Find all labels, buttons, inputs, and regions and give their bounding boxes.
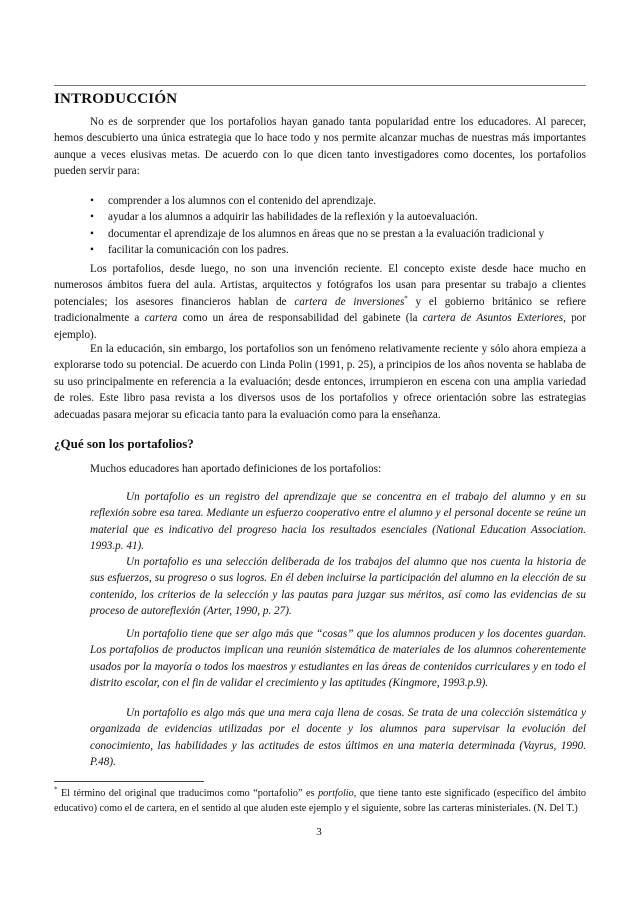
quote-block: Un portafolio es un registro del aprendizaje que se concentra en el trabajo del alumno y en su reflexión sobre esa tarea. Mediante un esfuerzo cooperativo entre el alumno y el personal docente se reúne un material que es indicativo del progreso hacia los resultados esenciales (National Education Association. 1993.p. 41). [90, 491, 586, 553]
footnote-mark: * [54, 785, 58, 794]
quote-block: Un portafolio tiene que ser algo más que “cosas” que los alumnos producen y los docentes guardan. Los portafolios de productos implican una reunión sistemática de materiales de los alumnos coherentemente usados por la mayoría o todos los maestros y estudiantes en las áreas de contenidos curriculares y en todo el distrito escolar, con el fin de validar el crecimiento y las aptitudes (Kingmore, 1993.p.9). [90, 628, 586, 690]
page-number: 3 [316, 826, 322, 838]
bullet-icon: • [90, 244, 94, 257]
paragraph-definitions-intro: Muchos educadores han aportado definiciones de los portafolios: [90, 463, 382, 475]
footnote-marker: * [404, 294, 408, 303]
bullet-icon: • [90, 211, 94, 224]
bullet-icon: • [90, 227, 94, 240]
list-item: • documentar el aprendizaje de los alumnos en áreas que no se prestan a la evaluación tradicional y [54, 226, 586, 242]
top-rule [54, 85, 586, 86]
quote-block: Un portafolio es algo más que una mera caja llena de cosas. Se trata de una colección sistemática y organizada de evidencias utilizadas por el docente y los alumnos para supervisar la evolución del conocimiento, las habilidades y las actitudes de estos últimos en una materia determinada (Vayrus, 1990. P.48). [90, 707, 586, 769]
list-item: • comprender a los alumnos con el contenido del aprendizaje. [54, 193, 586, 209]
footnote-rule [54, 781, 204, 782]
quote-block: Un portafolio es una selección deliberada de los trabajos del alumno que nos cuenta la historia de sus esfuerzos, su progreso o sus logros. En él deben incluirse la participación del alumno en la elección de su contenido, los criterios de la selección y las pautas para juzgar sus méritos, así como las evidencias de su proceso de autoreflexión (Arter, 1990, p. 27). [90, 556, 586, 618]
list-item: • ayudar a los alumnos a adquirir las habilidades de la reflexión y la autoevaluación. [54, 209, 586, 225]
paragraph-history: Los portafolios, desde luego, no son una invención reciente. El concepto existe desde hace mucho en numerosos ámbitos fuera del aula. Artistas, arquitectos y fotógrafos los usan para presentar su trabajo a clientes potenciales; los asesores financieros hablan de cartera de inversiones* y el gobierno británico se refiere tradicionalmente a cartera como un área de responsabilidad del gabinete (la cartera de Asuntos Exteriores, por ejemplo). [54, 263, 586, 341]
footnote: * El término del original que traducimos como “portafolio” es portfolio, que tiene tanto este significado (específico del ámbito educativo) como el de cartera, en el sentido al que aluden este ejemplo y el siguiente, sobre las carteras ministeriales. (N. Del T.) [54, 785, 586, 814]
list-item: • facilitar la comunicación con los padres. [54, 242, 586, 258]
bullet-list [54, 193, 586, 259]
bullet-icon: • [90, 195, 94, 207]
subheading: ¿Qué son los portafolios? [54, 436, 194, 451]
paragraph-education: En la educación, sin embargo, los portafolios son un fenómeno relativamente reciente y sólo ahora empieza a explorarse todo su potencial. De acuerdo con Linda Polin (1991, p. 25), a principios de los años noventa se hablaba de su uso principalmente en referencia a la evaluación; desde entonces, irrumpieron en escena con una amplia variedad de roles. Este libro pasa revista a los diversos usos de los portafolios y ofrece orientación sobre las estrategias adecuadas pasara mejorar su eficacia tanto para la evaluación como para la enseñanza. [54, 343, 586, 421]
section-heading: INTRODUCCIÓN [54, 91, 178, 107]
paragraph-intro: No es de sorprender que los portafolios hayan ganado tanta popularidad entre los educadores. Al parecer, hemos descubierto una única estrategia que lo hace todo y nos permite alcanzar muchas de nuestras más importantes aunque a veces elusivas metas. De acuerdo con lo que dicen tanto investigadores como docentes, los portafolios pueden servir para: [54, 116, 586, 178]
